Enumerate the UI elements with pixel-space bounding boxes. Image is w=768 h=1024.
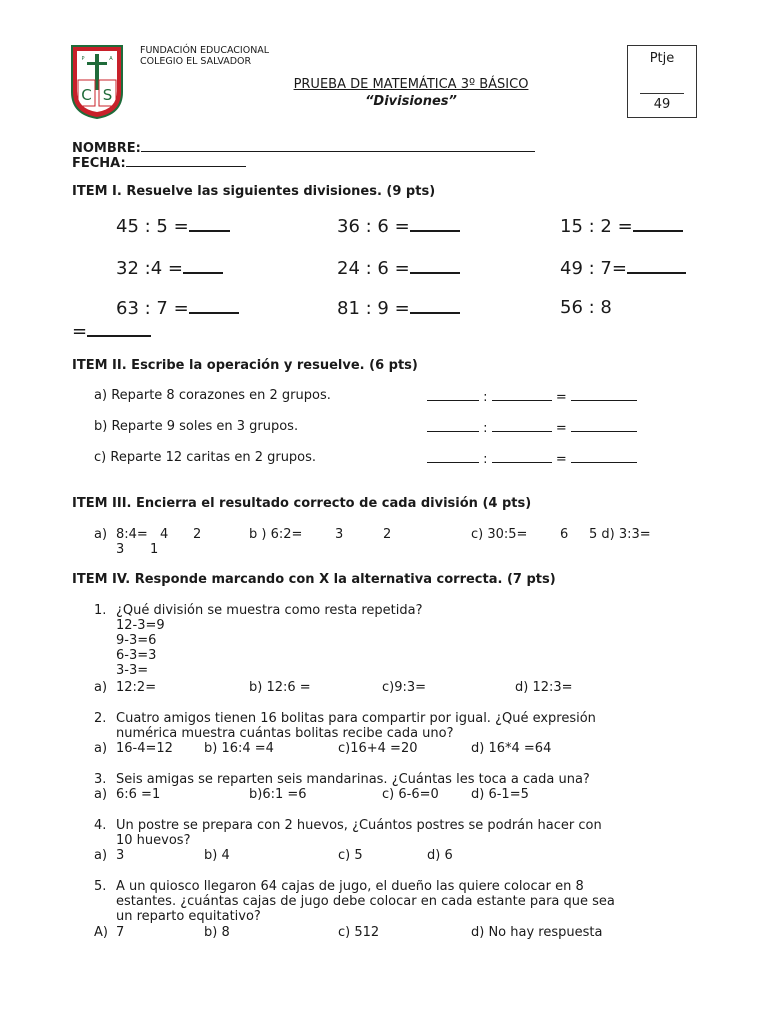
- item2-a: [94, 388, 331, 403]
- q1-letter-a: a): [94, 680, 108, 695]
- item2-b-letter: b): [94, 419, 108, 434]
- score-line[interactable]: [640, 93, 684, 94]
- item2-c-text: Reparte 12 caritas en 2 grupos.: [110, 450, 317, 465]
- item3-c-expr: c) 30:5=: [471, 527, 528, 542]
- school-line-1: FUNDACIÓN EDUCACIONAL: [140, 45, 270, 56]
- item3-a-opt1[interactable]: 4: [160, 527, 169, 542]
- school-line-2: COLEGIO EL SALVADOR: [140, 56, 252, 67]
- q3-option-a[interactable]: 6:6 =1: [116, 787, 161, 802]
- item2-a-answer: [427, 388, 637, 405]
- q1-step-4: 3-3=: [116, 663, 149, 678]
- item1-q2: [337, 215, 460, 237]
- q2-line-1: Cuatro amigos tienen 16 bolitas para compartir por igual. ¿Qué expresión: [116, 711, 596, 726]
- item2-b-equals: =: [555, 421, 567, 436]
- q1-step-2: 9-3=6: [116, 633, 157, 648]
- item2-c-answer: [427, 450, 637, 467]
- item1-q8-blank[interactable]: [410, 297, 460, 314]
- q4-line-1: Un postre se prepara con 2 huevos, ¿Cuántos postres se podrán hacer con: [116, 818, 602, 833]
- test-subtitle: “Divisiones”: [365, 94, 457, 109]
- q3-text: Seis amigas se reparten seis mandarinas. ¿Cuántas les toca a cada una?: [116, 772, 590, 787]
- item1-q9-text: 56 : 8: [560, 297, 612, 318]
- q1-option-d[interactable]: d) 12:3=: [515, 680, 573, 695]
- item3-c-opt2-d-expr[interactable]: 5 d) 3:3=: [589, 527, 651, 542]
- item1-q6: [560, 257, 686, 279]
- q5-line-3: un reparto equitativo?: [116, 909, 261, 924]
- date-field: [72, 154, 246, 171]
- item3-b-opt1[interactable]: 3: [335, 527, 344, 542]
- q4-option-b[interactable]: b) 4: [204, 848, 230, 863]
- item1-q9: [560, 297, 612, 318]
- item2-a-blank-2[interactable]: [492, 388, 552, 401]
- q1-option-c[interactable]: c)9:3=: [382, 680, 427, 695]
- name-blank[interactable]: [141, 139, 535, 152]
- logo-small-a: A: [109, 56, 113, 62]
- item1-q1: [116, 215, 230, 237]
- q1-number: 1.: [94, 603, 107, 618]
- item1-q8: [337, 297, 460, 319]
- q2-number: 2.: [94, 711, 107, 726]
- q5-letter-a: A): [94, 925, 108, 940]
- item2-heading: ITEM II. Escribe la operación y resuelve. (6 pts): [72, 358, 418, 373]
- item2-b-blank-2[interactable]: [492, 419, 552, 432]
- item3-a-opt2[interactable]: 2: [193, 527, 202, 542]
- item3-b-opt2[interactable]: 2: [383, 527, 392, 542]
- item1-q7: [116, 297, 239, 319]
- item1-q3-blank[interactable]: [633, 215, 683, 232]
- q2-option-c[interactable]: c)16+4 =20: [338, 741, 418, 756]
- q3-option-d[interactable]: d) 6-1=5: [471, 787, 529, 802]
- q5-number: 5.: [94, 879, 107, 894]
- item3-letter-a: a): [94, 527, 108, 542]
- item1-q7-text: 63 : 7 =: [116, 298, 189, 319]
- q5-option-a[interactable]: 7: [116, 925, 125, 940]
- item2-a-text: Reparte 8 corazones en 2 grupos.: [111, 388, 331, 403]
- q3-option-b[interactable]: b)6:1 =6: [249, 787, 307, 802]
- item1-q9-wrap: [72, 320, 151, 342]
- item2-b-answer: [427, 419, 637, 436]
- item2-c-blank-2[interactable]: [492, 450, 552, 463]
- item1-q9-blank[interactable]: [87, 320, 151, 337]
- q2-option-b[interactable]: b) 16:4 =4: [204, 741, 274, 756]
- item2-a-colon: :: [483, 390, 488, 405]
- item2-c-blank-1[interactable]: [427, 450, 479, 463]
- item1-q3-text: 15 : 2 =: [560, 216, 633, 237]
- q5-option-c[interactable]: c) 512: [338, 925, 380, 940]
- item1-q6-blank[interactable]: [627, 257, 686, 274]
- q4-number: 4.: [94, 818, 107, 833]
- q4-line-2: 10 huevos?: [116, 833, 191, 848]
- logo-letter-s: S: [102, 86, 113, 104]
- item2-a-blank-1[interactable]: [427, 388, 479, 401]
- item2-a-equals: =: [555, 390, 567, 405]
- name-label: NOMBRE:: [72, 141, 141, 156]
- item1-heading: ITEM I. Resuelve las siguientes divisiones. (9 pts): [72, 184, 436, 199]
- item4-heading: ITEM IV. Responde marcando con X la alternativa correcta. (7 pts): [72, 572, 556, 587]
- q3-letter-a: a): [94, 787, 108, 802]
- q2-option-a[interactable]: 16-4=12: [116, 741, 173, 756]
- item2-c-letter: c): [94, 450, 107, 465]
- q3-option-c[interactable]: c) 6-6=0: [382, 787, 439, 802]
- item2-c: [94, 450, 316, 465]
- item3-c-opt1[interactable]: 6: [560, 527, 569, 542]
- item1-q3: [560, 215, 683, 237]
- item3-heading: ITEM III. Encierra el resultado correcto de cada división (4 pts): [72, 496, 532, 511]
- item2-c-colon: :: [483, 452, 488, 467]
- logo-letter-c: C: [81, 86, 92, 104]
- item1-q4-blank[interactable]: [183, 257, 223, 274]
- q1-step-1: 12-3=9: [116, 618, 165, 633]
- item3-b-expr: b ) 6:2=: [249, 527, 303, 542]
- item1-q5-blank[interactable]: [410, 257, 460, 274]
- item2-b-blank-1[interactable]: [427, 419, 479, 432]
- item1-q2-text: 36 : 6 =: [337, 216, 410, 237]
- item1-q1-blank[interactable]: [189, 215, 230, 232]
- q5-option-d[interactable]: d) No hay respuesta: [471, 925, 603, 940]
- item2-a-letter: a): [94, 388, 108, 403]
- q2-letter-a: a): [94, 741, 108, 756]
- item2-b-blank-3[interactable]: [571, 419, 637, 432]
- q1-option-a[interactable]: 12:2=: [116, 680, 157, 695]
- item2-b-text: Reparte 9 soles en 3 grupos.: [111, 419, 299, 434]
- q3-number: 3.: [94, 772, 107, 787]
- q5-option-b[interactable]: b) 8: [204, 925, 230, 940]
- item1-q9-equals: =: [72, 321, 88, 342]
- logo-small-p: P: [81, 56, 85, 62]
- item2-c-blank-3[interactable]: [571, 450, 637, 463]
- date-blank[interactable]: [126, 154, 246, 167]
- q1-text: ¿Qué división se muestra como resta repetida?: [116, 603, 423, 618]
- item1-q5: [337, 257, 460, 279]
- q1-step-3: 6-3=3: [116, 648, 157, 663]
- item2-b-colon: :: [483, 421, 488, 436]
- q5-line-1: A un quiosco llegaron 64 cajas de jugo, el dueño las quiere colocar en 8: [116, 879, 584, 894]
- test-title-text: PRUEBA DE MATEMÁTICA 3º BÁSICO: [293, 77, 529, 92]
- item1-q8-text: 81 : 9 =: [337, 298, 410, 319]
- item3-d-opt2[interactable]: 1: [150, 542, 159, 557]
- item1-q4-text: 32 :4 =: [116, 258, 183, 279]
- q4-option-c[interactable]: c) 5: [338, 848, 363, 863]
- item1-q2-blank[interactable]: [410, 215, 460, 232]
- date-label: FECHA:: [72, 156, 126, 171]
- item1-q5-text: 24 : 6 =: [337, 258, 410, 279]
- q4-option-d[interactable]: d) 6: [427, 848, 453, 863]
- item2-c-equals: =: [555, 452, 567, 467]
- q4-letter-a: a): [94, 848, 108, 863]
- q2-option-d[interactable]: d) 16*4 =64: [471, 741, 552, 756]
- item3-d-opt1[interactable]: 3: [116, 542, 125, 557]
- score-box: [627, 45, 697, 118]
- q4-option-a[interactable]: 3: [116, 848, 125, 863]
- item1-q4: [116, 257, 223, 279]
- score-label: Ptje: [649, 51, 675, 66]
- q1-option-b[interactable]: b) 12:6 =: [249, 680, 311, 695]
- item1-q1-text: 45 : 5 =: [116, 216, 189, 237]
- q2-line-2: numérica muestra cuántas bolitas recibe cada uno?: [116, 726, 454, 741]
- score-total: 49: [653, 97, 671, 112]
- item2-b: [94, 419, 298, 434]
- q5-line-2: estantes. ¿cuántas cajas de jugo debe colocar en cada estante para que sea: [116, 894, 615, 909]
- item1-q6-text: 49 : 7=: [560, 258, 627, 279]
- item2-a-blank-3[interactable]: [571, 388, 637, 401]
- item3-a-expr: 8:4=: [116, 527, 148, 542]
- item1-q7-blank[interactable]: [189, 297, 239, 314]
- school-name: [140, 45, 269, 67]
